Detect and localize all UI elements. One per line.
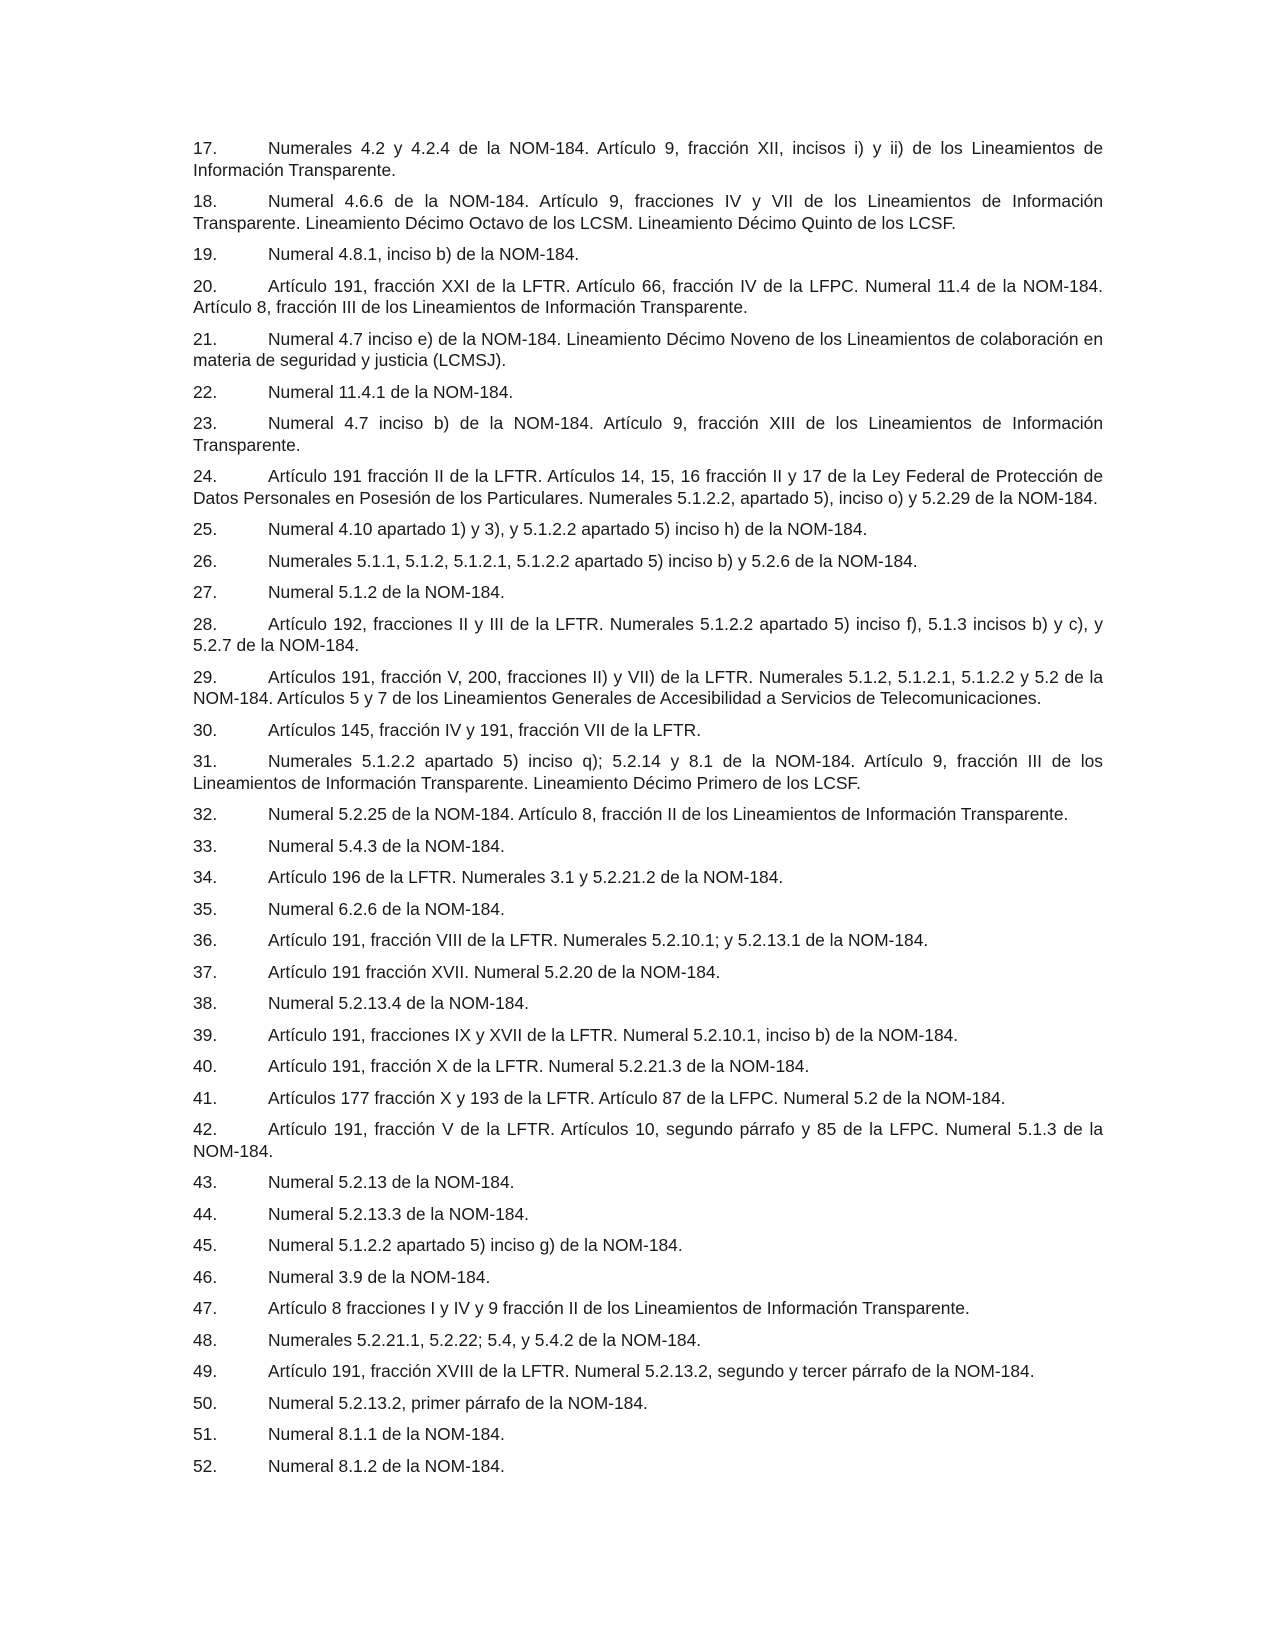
footnote-item [193,1456,1103,1478]
footnote-number: 51. [193,1424,218,1444]
footnote-number: 30. [193,719,218,740]
footnote-number: 19. [193,244,218,264]
footnote-number: 31. [193,751,218,771]
footnote-text: Numeral 5.1.2.2 apartado 5) inciso g) de la NOM-184. [268,1235,683,1255]
footnote-text: Numeral 5.4.3 de la NOM-184. [268,835,505,856]
footnote-item [193,962,1103,984]
footnote-number: 29. [193,666,218,687]
footnote-number: 33. [193,835,218,856]
footnote-number: 23. [193,413,218,433]
footnote-item [193,1204,1103,1226]
footnote-number: 20. [193,275,218,296]
footnote-list [193,138,1103,1487]
footnote-item [193,1330,1103,1352]
footnote-text: Artículo 191 fracción XVII. Numeral 5.2.20 de la NOM-184. [268,961,721,982]
footnote-text: Numeral 4.6.6 de la NOM-184. Artículo 9, fracciones IV y VII de los Lineamientos de Información Transparente. Lineamiento Décimo Octavo de los LCSM. Lineamiento Décimo Quinto de los LCSF. [193,191,1103,233]
footnote-item [193,1235,1103,1257]
footnote-item [193,804,1103,826]
footnote-number: 47. [193,1298,218,1318]
footnote-number: 17. [193,138,218,158]
footnote-item [193,1088,1103,1110]
footnote-text: Artículo 191, fracción XVIII de la LFTR. Numeral 5.2.13.2, segundo y tercer párrafo de la NOM-184. [268,1361,1035,1381]
footnote-number: 21. [193,328,218,349]
footnote-item [193,1119,1103,1162]
footnote-number: 44. [193,1203,218,1224]
footnote-text: Artículo 196 de la LFTR. Numerales 3.1 y 5.2.21.2 de la NOM-184. [268,867,784,887]
footnote-text: Artículo 191, fracciones IX y XVII de la LFTR. Numeral 5.2.10.1, inciso b) de la NOM-184. [268,1024,959,1045]
footnote-item [193,1056,1103,1078]
footnote-text: Numerales 4.2 y 4.2.4 de la NOM-184. Artículo 9, fracción XII, incisos i) y ii) de los Lineamientos de Información Transparente. [193,138,1103,180]
footnote-number: 25. [193,519,218,539]
footnote-number: 37. [193,961,218,982]
footnote-number: 45. [193,1235,218,1255]
footnote-number: 41. [193,1087,218,1108]
footnote-number: 42. [193,1119,218,1139]
footnote-item [193,191,1103,234]
footnote-item [193,329,1103,372]
footnote-text: Numeral 5.2.13.3 de la NOM-184. [268,1203,529,1224]
footnote-item [193,138,1103,181]
footnote-item [193,614,1103,657]
footnote-number: 50. [193,1392,218,1413]
footnote-text: Numeral 8.1.1 de la NOM-184. [268,1424,505,1444]
footnote-text: Numeral 4.7 inciso e) de la NOM-184. Lineamiento Décimo Noveno de los Lineamientos de colaboración en materia de seguridad y justicia (LCMSJ). [193,328,1103,370]
footnote-text: Numerales 5.1.1, 5.1.2, 5.1.2.1, 5.1.2.2 apartado 5) inciso b) y 5.2.6 de la NOM-184. [268,550,918,571]
footnote-item [193,867,1103,889]
footnote-text: Artículo 8 fracciones I y IV y 9 fracción II de los Lineamientos de Información Transparente. [268,1298,970,1318]
footnote-number: 26. [193,550,218,571]
footnote-item [193,751,1103,794]
footnote-text: Numeral 4.10 apartado 1) y 3), y 5.1.2.2 apartado 5) inciso h) de la NOM-184. [268,519,868,539]
footnote-number: 34. [193,867,218,887]
footnote-item [193,1361,1103,1383]
footnote-item [193,1393,1103,1415]
footnote-item [193,382,1103,404]
footnote-text: Artículo 192, fracciones II y III de la LFTR. Numerales 5.1.2.2 apartado 5) inciso f), 5.1.3 incisos b) y c), y 5.2.7 de la NOM-184. [193,613,1103,655]
footnote-item [193,667,1103,710]
footnote-number: 39. [193,1024,218,1045]
footnote-item [193,720,1103,742]
footnote-number: 40. [193,1056,218,1076]
footnote-item [193,993,1103,1015]
footnote-item [193,276,1103,319]
footnote-number: 22. [193,381,218,402]
footnote-text: Artículo 191, fracción X de la LFTR. Numeral 5.2.21.3 de la NOM-184. [268,1056,810,1076]
footnote-text: Numerales 5.1.2.2 apartado 5) inciso q); 5.2.14 y 8.1 de la NOM-184. Artículo 9, fracción III de los Lineamientos de Información Transparente. Lineamiento Décimo Primero de los LCSF. [193,751,1103,793]
footnote-text: Numeral 11.4.1 de la NOM-184. [268,381,514,402]
footnote-text: Numeral 5.1.2 de la NOM-184. [268,582,505,602]
footnote-text: Artículo 191, fracción XXI de la LFTR. Artículo 66, fracción IV de la LFPC. Numeral 11.4 de la NOM-184. Artículo 8, fracción III de los Lineamientos de Información Transparente. [193,275,1103,317]
footnote-text: Numeral 5.2.25 de la NOM-184. Artículo 8, fracción II de los Lineamientos de Información Transparente. [268,804,1069,824]
footnote-text: Numeral 5.2.13.4 de la NOM-184. [268,993,529,1013]
footnote-text: Numeral 4.8.1, inciso b) de la NOM-184. [268,244,580,264]
footnote-item [193,899,1103,921]
footnote-number: 27. [193,582,218,602]
footnote-number: 18. [193,191,218,211]
footnote-text: Artículos 145, fracción IV y 191, fracción VII de la LFTR. [268,719,702,740]
footnote-text: Numeral 8.1.2 de la NOM-184. [268,1455,505,1476]
footnote-text: Artículos 177 fracción X y 193 de la LFTR. Artículo 87 de la LFPC. Numeral 5.2 de la NOM-184. [268,1087,1006,1108]
footnote-number: 46. [193,1266,218,1287]
footnote-text: Numeral 5.2.13 de la NOM-184. [268,1172,515,1192]
footnote-text: Artículo 191, fracción VIII de la LFTR. Numerales 5.2.10.1; y 5.2.13.1 de la NOM-184. [268,930,929,950]
footnote-text: Numeral 6.2.6 de la NOM-184. [268,898,505,919]
footnote-text: Numerales 5.2.21.1, 5.2.22; 5.4, y 5.4.2 de la NOM-184. [268,1329,702,1350]
footnote-number: 36. [193,930,218,950]
footnote-number: 24. [193,466,218,486]
footnote-item [193,1424,1103,1446]
footnote-text: Numeral 4.7 inciso b) de la NOM-184. Artículo 9, fracción XIII de los Lineamientos de Información Transparente. [193,413,1103,455]
footnote-text: Artículos 191, fracción V, 200, fracciones II) y VII) de la LFTR. Numerales 5.1.2, 5.1.2.1, 5.1.2.2 y 5.2 de la NOM-184. Artículos 5 y 7 de los Lineamientos Generales de Accesibilidad a Servicios de Telecomunicaciones. [193,666,1103,708]
footnote-item [193,519,1103,541]
footnote-number: 28. [193,613,218,634]
footnote-number: 48. [193,1329,218,1350]
footnote-number: 49. [193,1361,218,1381]
footnote-text: Numeral 3.9 de la NOM-184. [268,1266,491,1287]
footnote-item [193,551,1103,573]
footnote-item [193,413,1103,456]
footnote-item [193,836,1103,858]
footnote-number: 52. [193,1455,218,1476]
footnote-item [193,466,1103,509]
footnote-text: Artículo 191 fracción II de la LFTR. Artículos 14, 15, 16 fracción II y 17 de la Ley Federal de Protección de Datos Personales en Posesión de los Particulares. Numerales 5.1.2.2, apartado 5), inciso o) y 5.2.29 de la NOM-184. [193,466,1103,508]
footnote-item [193,930,1103,952]
footnote-text: Artículo 191, fracción V de la LFTR. Artículos 10, segundo párrafo y 85 de la LFPC. Numeral 5.1.3 de la NOM-184. [193,1119,1103,1161]
footnote-text: Numeral 5.2.13.2, primer párrafo de la NOM-184. [268,1392,648,1413]
footnote-number: 35. [193,898,218,919]
footnote-number: 32. [193,804,218,824]
footnote-number: 43. [193,1172,218,1192]
footnote-item [193,1267,1103,1289]
footnote-item [193,244,1103,266]
footnote-item [193,1298,1103,1320]
footnote-number: 38. [193,993,218,1013]
footnote-item [193,1172,1103,1194]
footnote-item [193,1025,1103,1047]
footnote-item [193,582,1103,604]
